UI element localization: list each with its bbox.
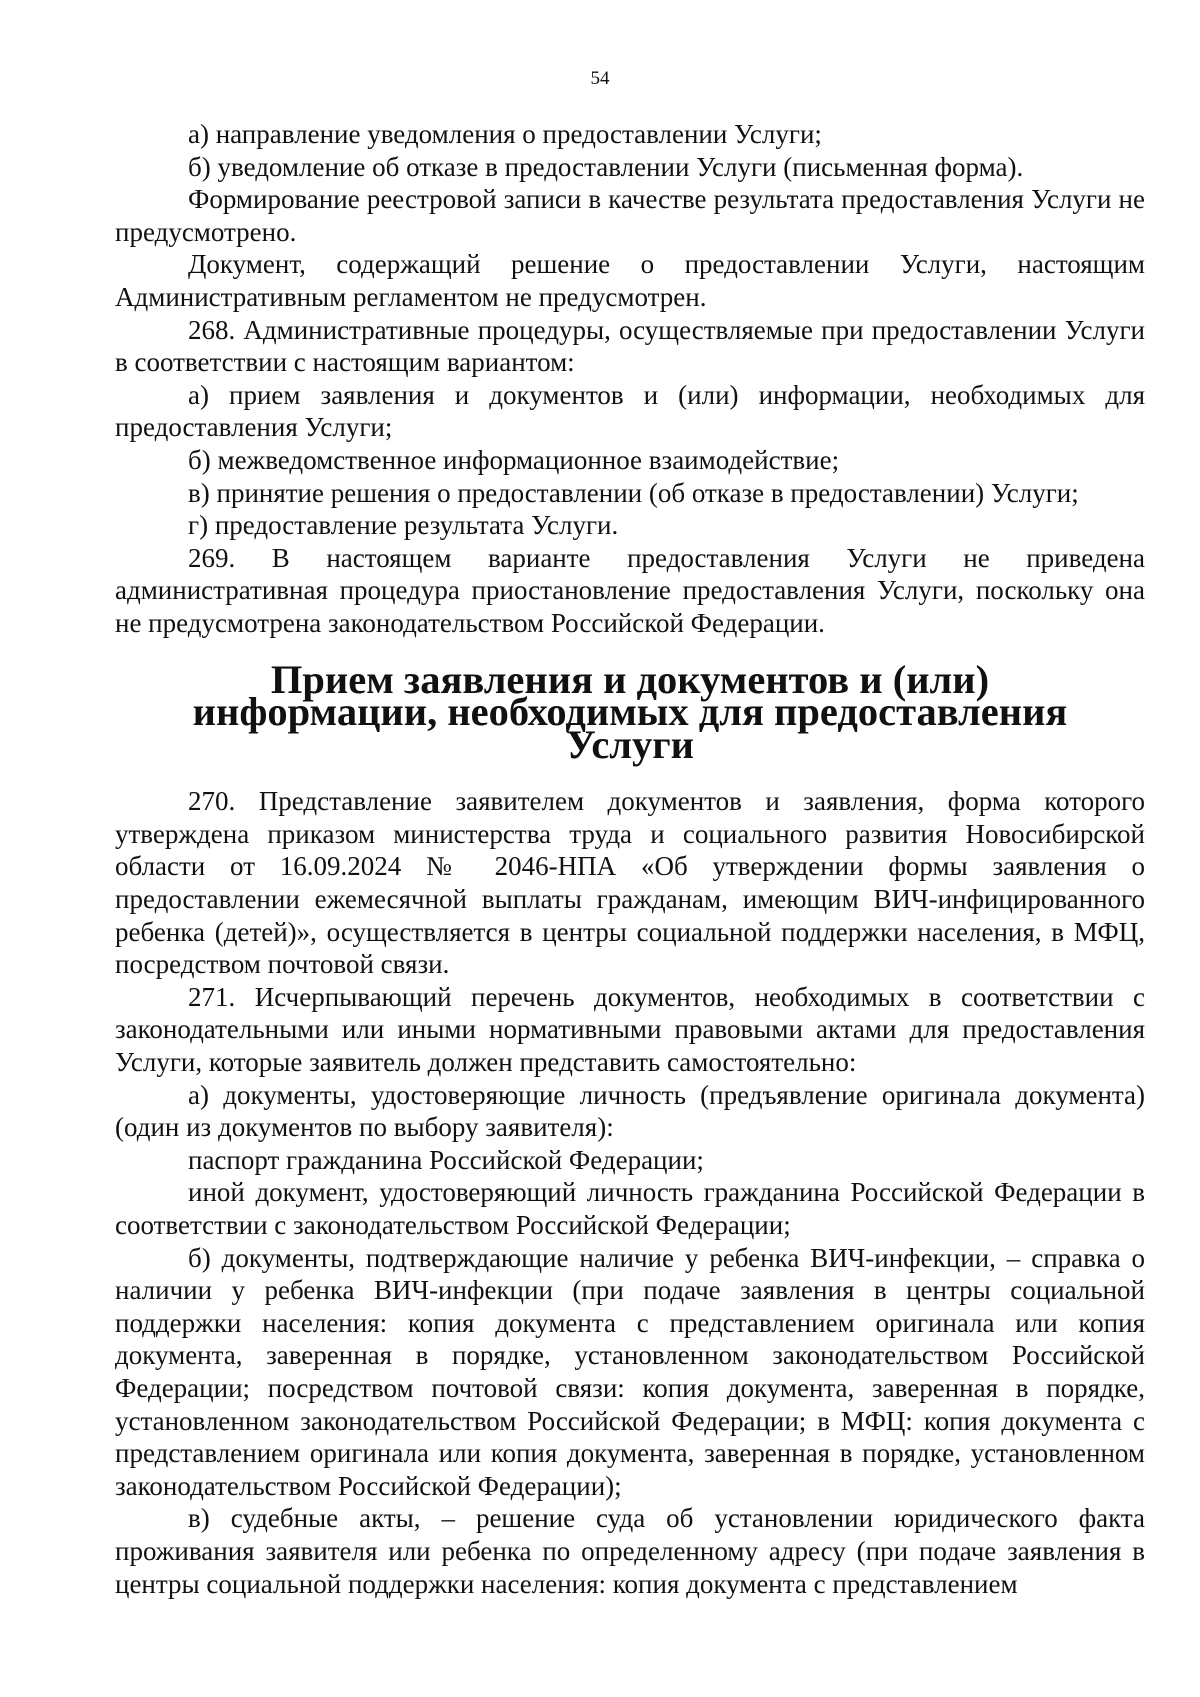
- paragraph-268-v: в) принятие решения о предоставлении (об отказе в предоставлении) Услуги;: [188, 477, 1079, 508]
- paragraph-268-g: г) предоставление результата Услуги.: [188, 510, 619, 541]
- paragraph-268: 268. Административные процедуры, осуществляемые при предоставлении Услуги в соответствии с настоящим вариантом:: [115, 314, 1145, 378]
- paragraph-268-a: а) прием заявления и документов и (или) информации, необходимых для предоставления Услуги;: [115, 379, 1145, 443]
- paragraph-item-b-refusal: б) уведомление об отказе в предоставлении Услуги (письменная форма).: [188, 151, 1024, 182]
- paragraph-271: 271. Исчерпывающий перечень документов, необходимых в соответствии с законодательными или иными нормативными правовыми актами для предоставления Услуги, которые заявитель должен представить самостоятельно:: [115, 981, 1145, 1078]
- paragraph-passport: паспорт гражданина Российской Федерации;: [188, 1144, 704, 1175]
- document-body: [115, 118, 1145, 1600]
- paragraph-decision-document: Документ, содержащий решение о предоставлении Услуги, настоящим Административным регламентом не предусмотрен.: [115, 249, 1145, 312]
- paragraph-268-b: б) межведомственное информационное взаимодействие;: [188, 444, 840, 475]
- section-heading: Прием заявления и документов и (или) информации, необходимых для предоставления Услуги: [192, 656, 1068, 767]
- paragraph-269: 269. В настоящем варианте предоставления Услуги не приведена административная процедура приостановление предоставления Услуги, поскольку она не предусмотрена законодательством Российской Федерации.: [115, 542, 1145, 638]
- page-number: 54: [590, 68, 610, 89]
- paragraph-271-v: в) судебные акты, – решение суда об установлении юридического факта проживания заявителя или ребенка по определенному адресу (при подаче заявления в центры социальной поддержки населения: копия документа с представлением: [115, 1503, 1145, 1599]
- paragraph-270: 270. Представление заявителем документов и заявления, форма которого утверждена приказом министерства труда и социального развития Новосибирской области от 16.09.2024 № 2046-НПА «Об утверждении формы заявления о предоставлении ежемесячной выплаты гражданам, имеющим ВИЧ-инфицированного ребенка (детей)», осуществляется в центры социальной поддержки населения, в МФЦ, посредством почтовой связи.: [115, 786, 1145, 980]
- paragraph-item-a-notification: а) направление уведомления о предоставлении Услуги;: [188, 119, 822, 149]
- paragraph-other-id: иной документ, удостоверяющий личность гражданина Российской Федерации в соответствии с законодательством Российской Федерации;: [115, 1177, 1145, 1240]
- paragraph-registry-record: Формирование реестровой записи в качестве результата предоставления Услуги не предусмотрено.: [115, 184, 1145, 247]
- paragraph-271-b: б) документы, подтверждающие наличие у ребенка ВИЧ-инфекции, – справка о наличии у ребенка ВИЧ-инфекции (при подаче заявления в центры социальной поддержки населения: копия документа с представлением оригинала или копия документа, заверенная в порядке, установленном законодательством Российской Федерации; посредством почтовой связи: копия документа, заверенная в порядке, установленном законодательством Российской Федерации; в МФЦ: копия документа с представлением оригинала или копия документа, заверенная в порядке, установленном законодательством Российской Федерации);: [115, 1242, 1145, 1501]
- paragraph-271-a: а) документы, удостоверяющие личность (предъявление оригинала документа) (один из документов по выбору заявителя):: [115, 1079, 1145, 1143]
